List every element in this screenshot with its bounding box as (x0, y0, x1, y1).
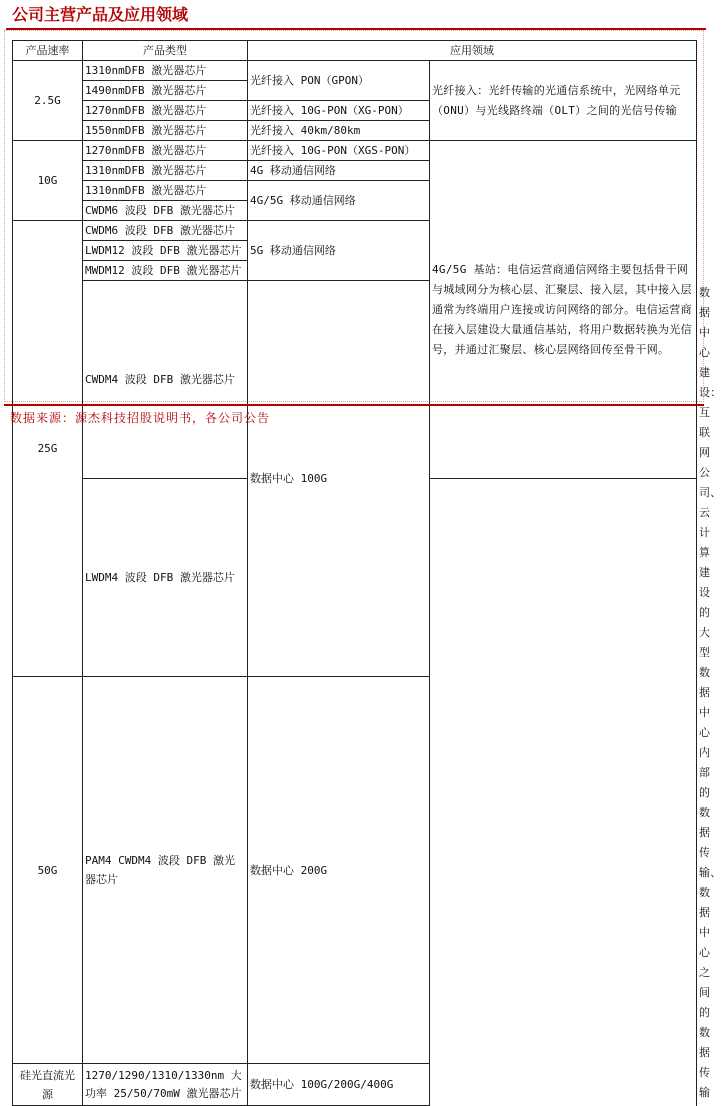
header-type: 产品类型 (83, 41, 248, 61)
type-cell: MWDM12 波段 DFB 激光器芯片 (83, 261, 248, 281)
type-cell: 1270nmDFB 激光器芯片 (83, 141, 248, 161)
type-cell: LWDM12 波段 DFB 激光器芯片 (83, 241, 248, 261)
source-note: 数据来源：源杰科技招股说明书，各公司公告 (10, 411, 271, 425)
type-cell: 1270nmDFB 激光器芯片 (83, 101, 248, 121)
rate-cell: 硅光直流光源 (13, 1064, 83, 1106)
title-bar (6, 4, 706, 30)
type-cell: 1310nmDFB 激光器芯片 (83, 181, 248, 201)
footer (4, 404, 704, 428)
type-cell: LWDM4 波段 DFB 激光器芯片 (83, 479, 248, 677)
header-rate: 产品速率 (13, 41, 83, 61)
type-cell: 1550nmDFB 激光器芯片 (83, 121, 248, 141)
app-cell: 光纤接入 10G-PON（XG-PON） (248, 101, 430, 121)
app-cell: 数据中心 100G (248, 281, 430, 677)
app-cell: 光纤接入 PON（GPON） (248, 61, 430, 101)
table-row (13, 141, 697, 161)
product-table (12, 40, 722, 1106)
type-cell: 1490nmDFB 激光器芯片 (83, 81, 248, 101)
table-row (13, 61, 697, 81)
app-cell: 光纤接入 10G-PON（XGS-PON） (248, 141, 430, 161)
type-cell: 1310nmDFB 激光器芯片 (83, 61, 248, 81)
app-cell: 数据中心 100G/200G/400G (248, 1064, 430, 1106)
type-cell: CWDM6 波段 DFB 激光器芯片 (83, 201, 248, 221)
rate-cell: 50G (13, 677, 83, 1064)
domain-cell: 4G/5G 基站：电信运营商通信网络主要包括骨干网与城域网分为核心层、汇聚层、接入层，其中接入层通常为终端用户连接或访问网络的部分。电信运营商在接入层建设大量通信基站，将用户数据转换为光信号，并通过汇聚层、核心层网络回传至骨干网。 (430, 141, 697, 479)
page-title: 公司主营产品及应用领域 (12, 5, 189, 24)
type-cell: 1270/1290/1310/1330nm 大功率 25/50/70mW 激光器芯片 (83, 1064, 248, 1106)
table-row (13, 1064, 697, 1106)
rate-cell: 10G (13, 141, 83, 221)
type-cell: CWDM6 波段 DFB 激光器芯片 (83, 221, 248, 241)
table-row: CWDM4 波段 DFB 激光器芯片 数据中心 100G 数据中心建设：互联网公司、云计算建设的大型数据中心内部的数据传输、数据中心之间的数据传输 (13, 281, 697, 479)
type-cell: 1310nmDFB 激光器芯片 (83, 161, 248, 181)
table-row (13, 677, 697, 1064)
app-cell: 4G/5G 移动通信网络 (248, 181, 430, 221)
rate-cell: 25G (13, 221, 83, 677)
app-cell: 光纤接入 40km/80km (248, 121, 430, 141)
header-app: 应用领域 (248, 41, 697, 61)
app-cell: 5G 移动通信网络 (248, 221, 430, 281)
type-cell: PAM4 CWDM4 波段 DFB 激光器芯片 (83, 677, 248, 1064)
type-cell: CWDM4 波段 DFB 激光器芯片 (83, 281, 248, 479)
app-cell: 数据中心 200G (248, 677, 430, 1064)
rate-cell: 2.5G (13, 61, 83, 141)
table-header-row (13, 41, 697, 61)
domain-cell: 光纤接入：光纤传输的光通信系统中，光网络单元（ONU）与光线路终端（OLT）之间的光信号传输 (430, 61, 697, 141)
app-cell: 4G 移动通信网络 (248, 161, 430, 181)
